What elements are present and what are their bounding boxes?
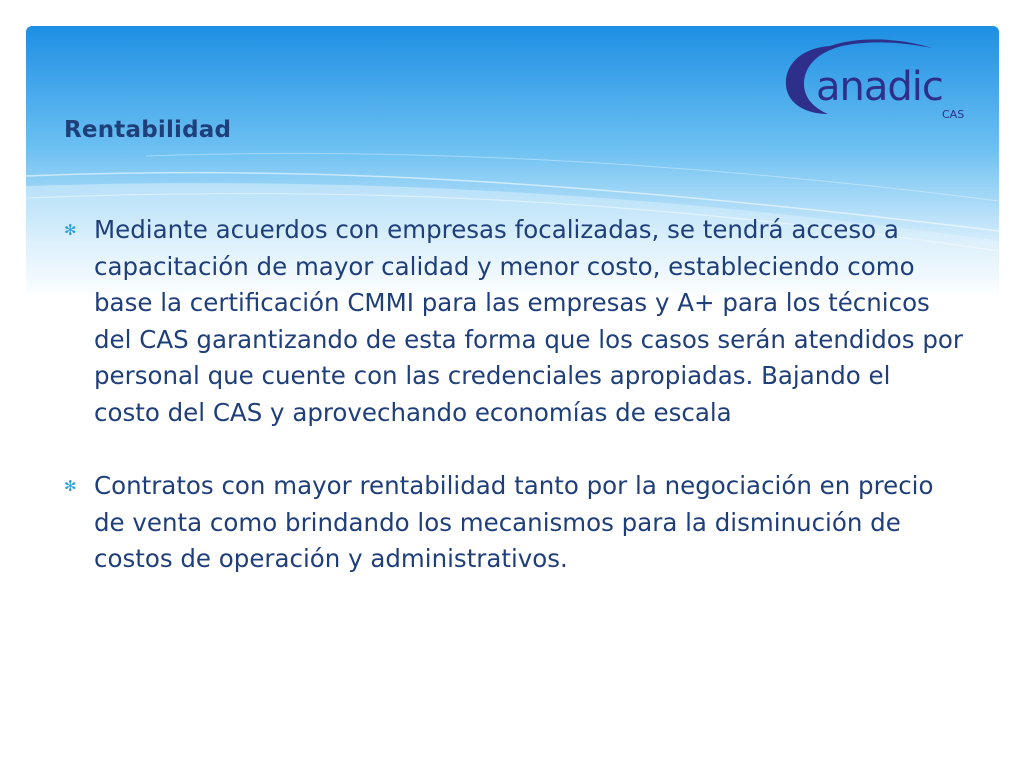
- bullet-list: [64, 212, 964, 578]
- asterisk-bullet-icon: ✻: [64, 477, 77, 495]
- anadic-logo: [782, 34, 972, 124]
- logo-wordmark: anadic: [816, 64, 943, 110]
- bullet-text: Contratos con mayor rentabilidad tanto por la negociación en precio de venta como brindando los mecanismos para la disminución de costos de operación y administrativos.: [94, 471, 934, 573]
- bullet-text: Mediante acuerdos con empresas focalizadas, se tendrá acceso a capacitación de mayor calidad y menor costo, estableciendo como base la certificación CMMI para las empresas y A+ para los técnicos del CAS garantizando de esta forma que los casos serán atendidos por personal que cuente con las credenciales apropiadas. Bajando el costo del CAS y aprovechando economías de escala: [94, 215, 963, 427]
- asterisk-bullet-icon: ✻: [64, 221, 77, 239]
- logo-subtext: CAS: [942, 108, 965, 121]
- bullet-item: [64, 468, 964, 578]
- slide-title: Rentabilidad: [64, 117, 232, 143]
- bullet-item: [64, 212, 964, 431]
